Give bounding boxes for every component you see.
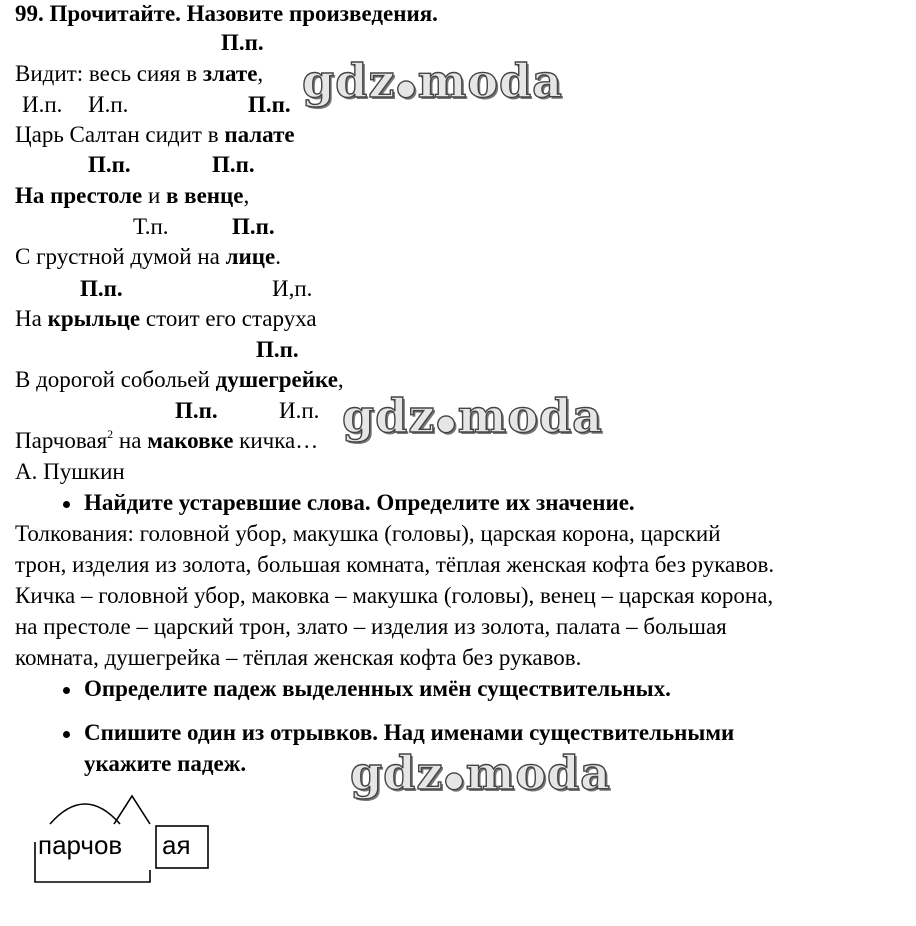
case-label: П.п. xyxy=(212,152,255,177)
case-label: И.п. xyxy=(279,398,320,423)
morpheme-stem: парчов xyxy=(38,830,123,860)
task-3-line-2: укажите падеж. xyxy=(84,751,247,776)
watermark-logo: gdz●moda xyxy=(350,746,611,800)
poem-line-7: Парчовая$^2$ на маковке кичка… xyxy=(15,427,319,453)
root-arc-icon xyxy=(50,804,120,824)
poem-line-5: На крыльце стоит его старуха xyxy=(15,306,317,331)
definition-line: комната, душегрейка – тёплая женская кофта без рукавов. xyxy=(15,645,582,670)
case-label: Т.п. xyxy=(133,214,169,239)
definition-line: Толкования: головной убор, макушка (головы), царская корона, царский xyxy=(15,521,721,546)
poem-line-1: Видит: весь сияя в злате, xyxy=(15,61,264,86)
poem-author: А. Пушкин xyxy=(15,459,125,484)
morpheme-diagram xyxy=(30,790,220,890)
case-label: П.п. xyxy=(248,92,291,117)
case-label: И.п. xyxy=(88,92,129,117)
case-label: П.п. xyxy=(175,398,218,423)
definition-line: Кичка – головной убор, маковка – макушка (головы), венец – царская корона, xyxy=(15,583,774,608)
poem-line-2: Царь Салтан сидит в палате xyxy=(15,122,295,147)
bullet-icon xyxy=(63,731,70,738)
case-label: П.п. xyxy=(88,152,131,177)
poem-line-3: На престоле и в венце, xyxy=(15,183,250,208)
case-label: П.п. xyxy=(232,214,275,239)
poem-line-4: С грустной думой на лице. xyxy=(15,244,282,269)
bullet-icon xyxy=(63,501,70,508)
case-label: И.п. xyxy=(22,92,63,117)
bullet-icon xyxy=(63,687,70,694)
definition-line: на престоле – царский трон, злато – изделия из золота, палата – большая xyxy=(15,614,727,639)
watermark-logo: gdz●moda xyxy=(342,389,603,443)
exercise-title: 99. Прочитайте. Назовите произведения. xyxy=(15,1,438,26)
case-label: П.п. xyxy=(221,30,264,55)
task-3-line-1: Спишите один из отрывков. Над именами существительными xyxy=(84,720,735,745)
case-label: И,п. xyxy=(272,276,313,301)
case-label: П.п. xyxy=(80,276,123,301)
poem-line-6: В дорогой собольей душегрейке, xyxy=(15,367,344,392)
watermark-logo: gdz●moda xyxy=(302,54,563,108)
suffix-caret-icon xyxy=(114,796,150,824)
morpheme-ending: ая xyxy=(162,830,191,860)
task-2: Определите падеж выделенных имён существительных. xyxy=(84,676,671,701)
task-1: Найдите устаревшие слова. Определите их значение. xyxy=(84,490,635,515)
definition-line: трон, изделия из золота, большая комната, тёплая женская кофта без рукавов. xyxy=(15,552,775,577)
case-label: П.п. xyxy=(256,337,299,362)
